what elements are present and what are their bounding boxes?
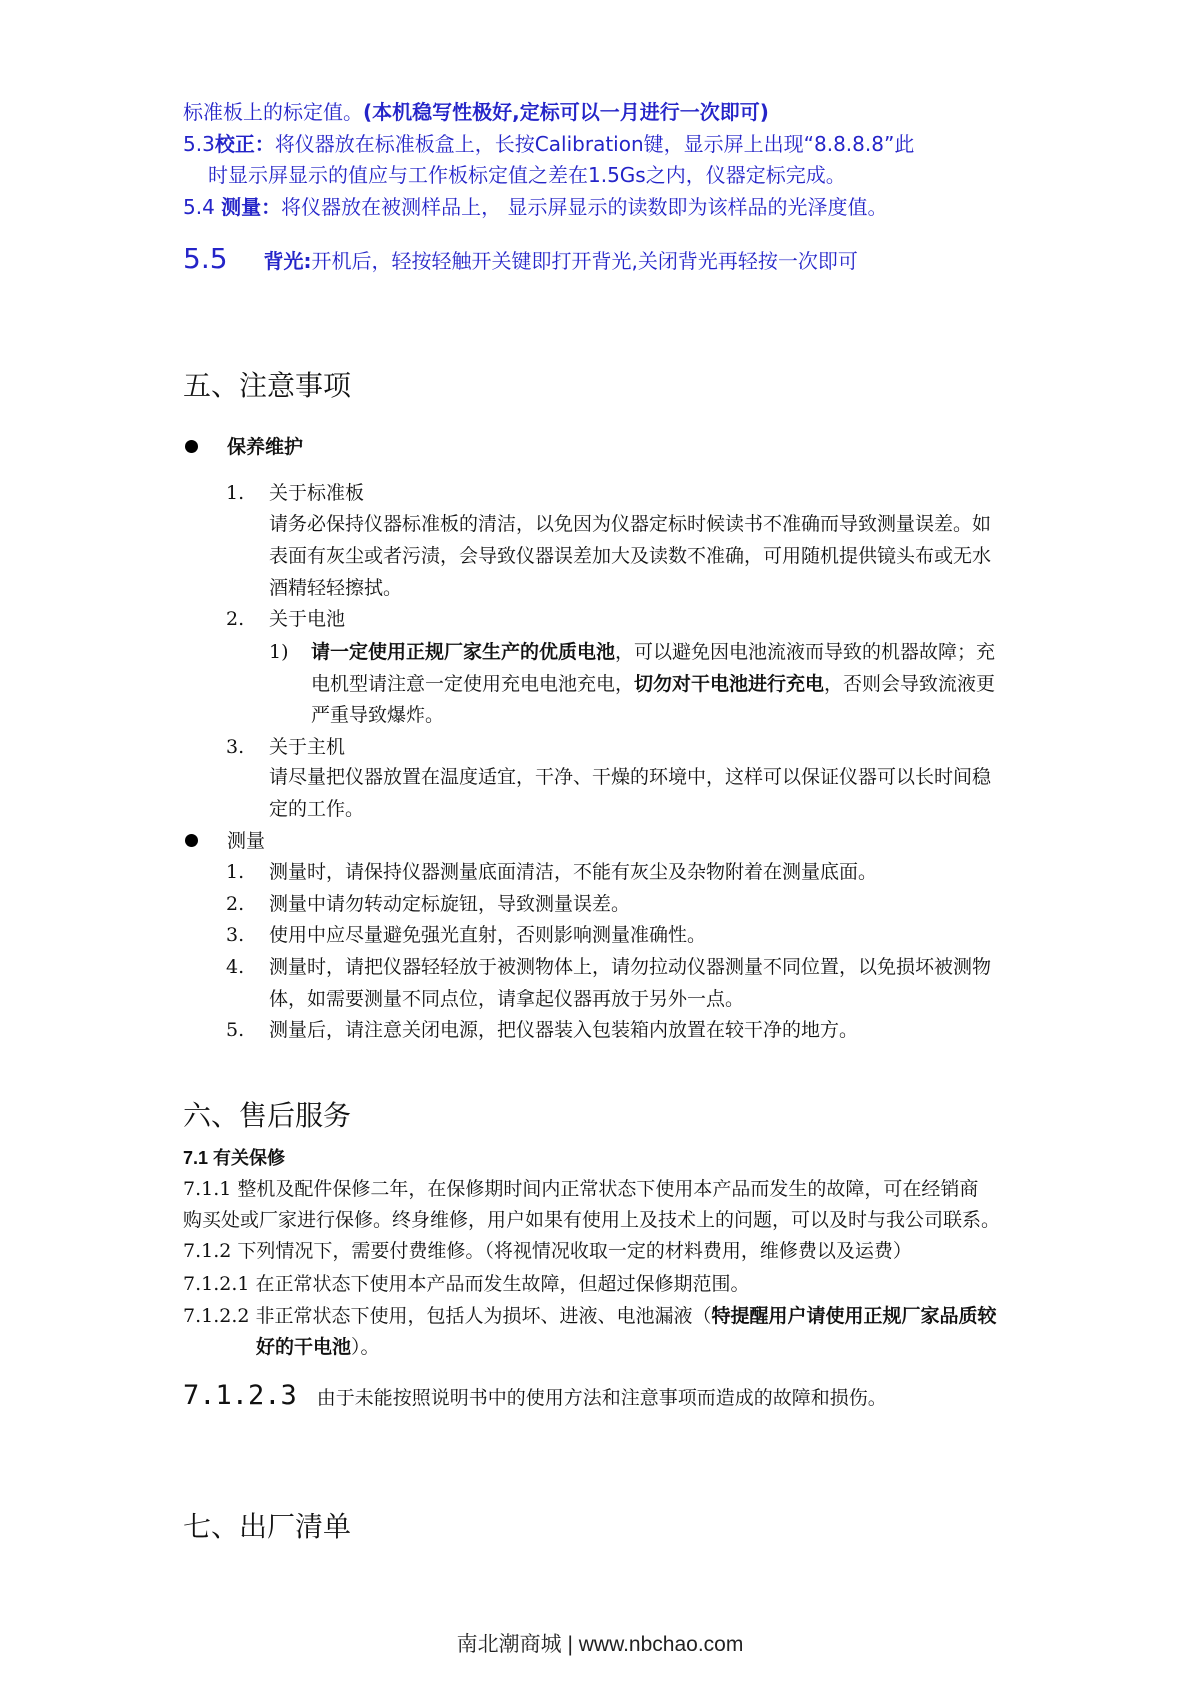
list-item-text: 测量时，请保持仪器测量底面清洁，不能有灰尘及杂物附着在测量底面。 [269, 861, 878, 883]
step-text: 将仪器放在标准板盒上，长按Calibration键，显示屏上出现“8.8.8.8”此 [274, 132, 915, 156]
step-title: 背光: [263, 249, 312, 273]
bullet-icon [185, 834, 198, 847]
section-heading-after-sales: 六、售后服务 [183, 1099, 352, 1132]
bullet-maintenance: 保养维护 [227, 436, 304, 458]
step-title: 测量： [221, 195, 282, 219]
step-5-5 [183, 242, 858, 275]
sub-item-text: 严重导致爆炸。 [311, 704, 445, 726]
list-item-text: 使用中应尽量避免强光直射，否则影响测量准确性。 [269, 924, 707, 946]
text: 7.1.2.2 非正常状态下使用，包括人为损坏、进液、电池漏液（ [183, 1305, 712, 1327]
sub-number: 1) [269, 641, 289, 663]
bold-text: 请一定使用正规厂家生产的优质电池 [311, 641, 616, 663]
list-item-text: 定的工作。 [269, 798, 365, 820]
text: ，否则会导致流液更 [824, 673, 996, 695]
list-number: 3. [226, 924, 245, 946]
subsection-heading: 7.1 有关保修 [183, 1148, 286, 1168]
step-number: 5.5 [183, 242, 228, 275]
step-text: 标准板上的标定值。 [183, 100, 363, 124]
text: ）。 [351, 1336, 380, 1358]
warranty-text [183, 1302, 997, 1330]
section-heading-precautions: 五、注意事项 [183, 369, 352, 402]
text: 电机型请注意一定使用充电电池充电， [311, 673, 635, 695]
step-5-4 [183, 193, 888, 221]
step-title: 校正： [214, 132, 275, 156]
clause-number: 7.1.2.3 [183, 1380, 297, 1411]
sub-item-text [311, 638, 995, 666]
step-text: 开机后，轻按轻触开关键即打开背光,关闭背光再轻按一次即可 [311, 249, 858, 273]
list-item-text: 测量中请勿转动定标旋钮，导致测量误差。 [269, 893, 631, 915]
list-number: 2. [226, 608, 245, 630]
list-number: 1. [226, 861, 245, 883]
step-note: (本机稳写性极好,定标可以一月进行一次即可) [363, 100, 769, 124]
warranty-text [256, 1333, 380, 1361]
warranty-text: 7.1.2 下列情况下，需要付费维修。（将视情况收取一定的材料费用，维修费以及运费） [183, 1240, 912, 1262]
list-number: 3. [226, 736, 245, 758]
list-number: 1. [226, 482, 245, 504]
page-footer: 南北潮商城 | www.nbchao.com [456, 1633, 744, 1656]
text: 由于未能按照说明书中的使用方法和注意事项而造成的故障和损伤。 [316, 1387, 887, 1409]
warranty-text [183, 1382, 887, 1412]
bullet-measurement: 测量 [227, 830, 266, 852]
text: ，可以避免因电池流液而导致的机器故障；充 [615, 641, 996, 663]
step-text: 将仪器放在被测样品上， 显示屏显示的读数即为该样品的光泽度值。 [281, 195, 888, 219]
list-item-text: 请务必保持仪器标准板的清洁，以免因为仪器定标时候读书不准确而导致测量误差。如 [269, 513, 992, 535]
bullet-icon [185, 440, 198, 453]
list-item-text: 测量时，请把仪器轻轻放于被测物体上，请勿拉动仪器测量不同位置，以免损坏被测物 [269, 956, 992, 978]
step-5-3 [183, 130, 914, 158]
list-item-text: 酒精轻轻擦拭。 [269, 577, 403, 599]
bold-text: 特提醒用户请使用正规厂家品质较 [711, 1305, 997, 1327]
list-number: 4. [226, 956, 245, 978]
step-5-3-cont: 时显示屏显示的值应与工作板标定值之差在1.5Gs之内，仪器定标完成。 [208, 163, 846, 187]
sub-item-text [311, 670, 995, 698]
list-item-text: 请尽量把仪器放置在温度适宜，干净、干燥的环境中，这样可以保证仪器可以长时间稳 [269, 766, 992, 788]
warranty-text: 7.1.2.1 在正常状态下使用本产品而发生故障，但超过保修期范围。 [183, 1273, 750, 1295]
warranty-text: 购买处或厂家进行保修。终身维修，用户如果有使用上及技术上的问题，可以及时与我公司联系。 [183, 1209, 1001, 1231]
list-number: 2. [226, 893, 245, 915]
step-number: 5.4 [183, 195, 215, 219]
step-line [183, 98, 769, 126]
bold-text: 切勿对干电池进行充电 [634, 673, 825, 695]
list-item-title: 关于主机 [269, 736, 346, 758]
list-item-title: 关于标准板 [269, 482, 365, 504]
list-item-text: 体，如需要测量不同点位，请拿起仪器再放于另外一点。 [269, 988, 745, 1010]
warranty-text: 7.1.1 整机及配件保修二年，在保修期时间内正常状态下使用本产品而发生的故障，可在经销商 [183, 1178, 979, 1200]
bold-text: 好的干电池 [256, 1336, 352, 1358]
section-heading-packing-list: 七、出厂清单 [183, 1510, 352, 1543]
list-item-text: 测量后，请注意关闭电源，把仪器装入包装箱内放置在较干净的地方。 [269, 1019, 859, 1041]
step-number: 5.3 [183, 132, 215, 156]
list-item-text: 表面有灰尘或者污渍，会导致仪器误差加大及读数不准确，可用随机提供镜头布或无水 [269, 545, 992, 567]
list-item-title: 关于电池 [269, 608, 346, 630]
list-number: 5. [226, 1019, 245, 1041]
